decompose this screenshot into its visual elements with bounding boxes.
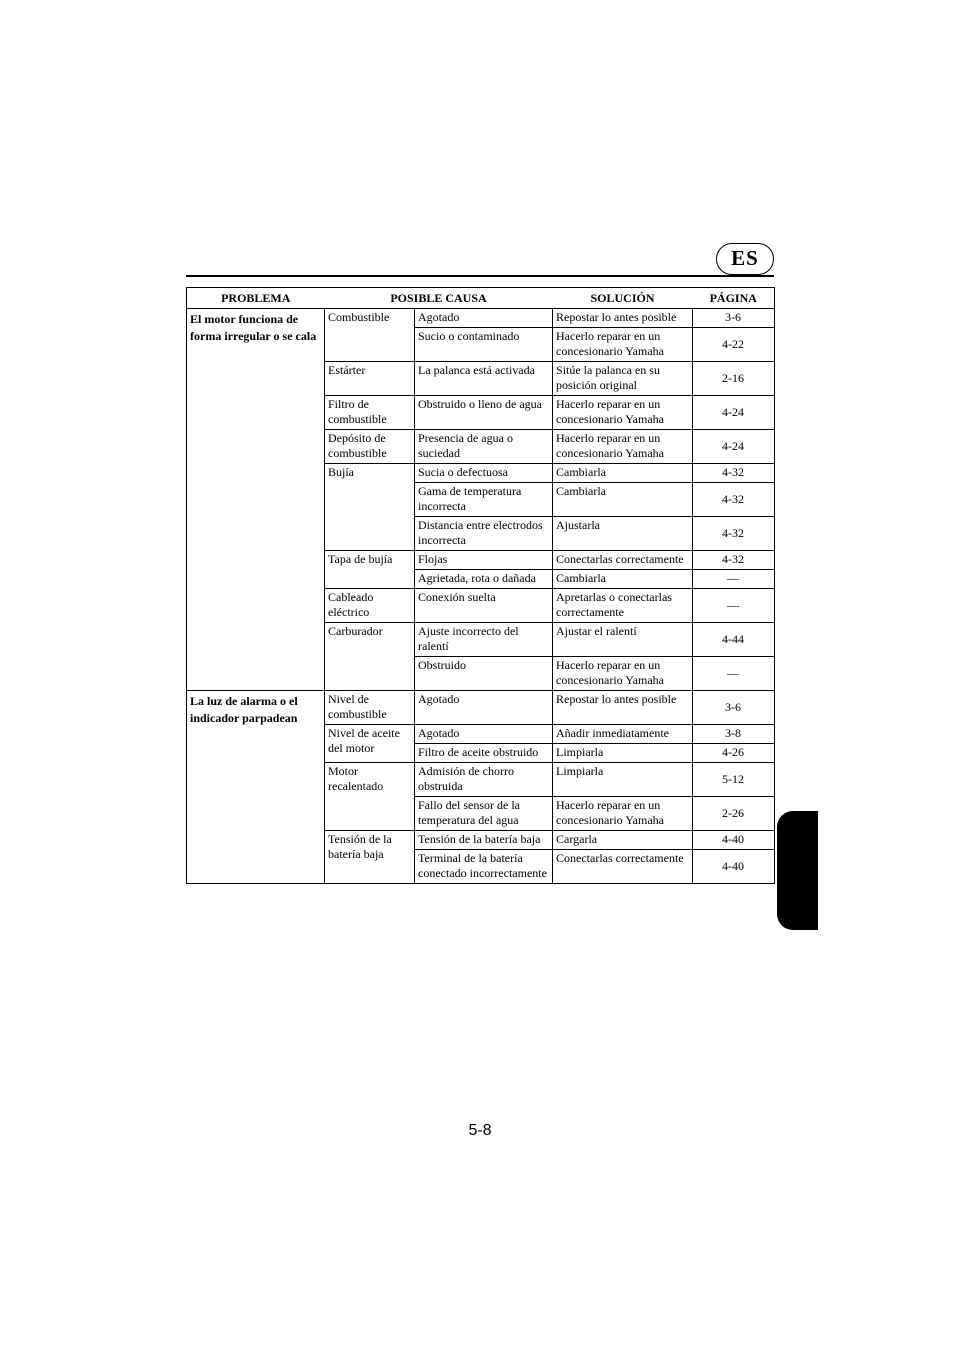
table-header-row xyxy=(187,288,775,309)
header-rule xyxy=(186,275,774,277)
troubleshooting-table xyxy=(186,287,775,884)
cause-detail-cell: Ajuste incorrecto del ralentí xyxy=(415,623,553,657)
cause-detail-cell: Agrietada, rota o dañada xyxy=(415,570,553,589)
cause-detail-cell: La palanca está activada xyxy=(415,362,553,396)
column-header-problem: PROBLEMA xyxy=(187,288,325,309)
solution-cell: Apretarlas o conectarlas correctamente xyxy=(553,589,693,623)
cause-cell: Filtro de combustible xyxy=(325,396,415,430)
page-cell: 3-6 xyxy=(693,309,775,328)
cause-detail-cell: Flojas xyxy=(415,551,553,570)
page-cell: 4-26 xyxy=(693,744,775,763)
page-number: 5-8 xyxy=(468,1122,492,1139)
page-cell: 4-32 xyxy=(693,483,775,517)
cause-detail-cell: Agotado xyxy=(415,725,553,744)
cause-detail-cell: Conexión suelta xyxy=(415,589,553,623)
cause-detail-cell: Terminal de la batería conectado incorrectamente xyxy=(415,850,553,884)
page-cell: 4-24 xyxy=(693,396,775,430)
cause-detail-cell: Sucia o defectuosa xyxy=(415,464,553,483)
page-cell: 2-16 xyxy=(693,362,775,396)
cause-cell: Depósito de combustible xyxy=(325,430,415,464)
solution-cell: Cambiarla xyxy=(553,483,693,517)
cause-detail-cell: Gama de temperatura incorrecta xyxy=(415,483,553,517)
cause-detail-cell: Obstruido o lleno de agua xyxy=(415,396,553,430)
page-cell: 4-24 xyxy=(693,430,775,464)
solution-cell: Hacerlo reparar en un concesionario Yamaha xyxy=(553,396,693,430)
cause-detail-cell: Presencia de agua o suciedad xyxy=(415,430,553,464)
solution-cell: Conectarlas correctamente xyxy=(553,850,693,884)
cause-cell: Nivel de combustible xyxy=(325,691,415,725)
solution-cell: Cambiarla xyxy=(553,464,693,483)
solution-cell: Limpiarla xyxy=(553,763,693,797)
cause-cell: Combustible xyxy=(325,309,415,362)
solution-cell: Cambiarla xyxy=(553,570,693,589)
solution-cell: Hacerlo reparar en un concesionario Yamaha xyxy=(553,657,693,691)
solution-cell: Hacerlo reparar en un concesionario Yamaha xyxy=(553,430,693,464)
page-cell: 4-32 xyxy=(693,517,775,551)
cause-detail-cell: Filtro de aceite obstruido xyxy=(415,744,553,763)
language-badge: ES xyxy=(716,243,774,275)
page-cell: 4-22 xyxy=(693,328,775,362)
page-cell: 4-44 xyxy=(693,623,775,657)
cause-detail-cell: Obstruido xyxy=(415,657,553,691)
cause-detail-cell: Agotado xyxy=(415,691,553,725)
solution-cell: Repostar lo antes posible xyxy=(553,691,693,725)
cause-detail-cell: Tensión de la batería baja xyxy=(415,831,553,850)
page-cell: 2-26 xyxy=(693,797,775,831)
problem-cell: La luz de alarma o el indicador parpadean xyxy=(187,691,325,884)
problem-cell: El motor funciona de forma irregular o se cala xyxy=(187,309,325,691)
page-cell: 3-8 xyxy=(693,725,775,744)
column-header-solution: SOLUCIÓN xyxy=(553,288,693,309)
cause-cell: Nivel de aceite del motor xyxy=(325,725,415,763)
solution-cell: Ajustarla xyxy=(553,517,693,551)
page-cell: 4-32 xyxy=(693,464,775,483)
solution-cell: Ajustar el ralentí xyxy=(553,623,693,657)
page-cell: 4-40 xyxy=(693,850,775,884)
solution-cell: Limpiarla xyxy=(553,744,693,763)
solution-cell: Sitúe la palanca en su posición original xyxy=(553,362,693,396)
page-cell: 4-32 xyxy=(693,551,775,570)
page-cell: 3-6 xyxy=(693,691,775,725)
column-header-page: PÁGINA xyxy=(693,288,775,309)
cause-cell: Motor recalentado xyxy=(325,763,415,831)
cause-cell: Estárter xyxy=(325,362,415,396)
column-header-cause: POSIBLE CAUSA xyxy=(325,288,553,309)
page-cell: — xyxy=(693,570,775,589)
cause-cell: Bujía xyxy=(325,464,415,551)
solution-cell: Conectarlas correctamente xyxy=(553,551,693,570)
cause-detail-cell: Agotado xyxy=(415,309,553,328)
cause-detail-cell: Distancia entre electrodos incorrecta xyxy=(415,517,553,551)
page-cell: 5-12 xyxy=(693,763,775,797)
table-body xyxy=(187,309,775,884)
cause-cell: Carburador xyxy=(325,623,415,691)
cause-detail-cell: Fallo del sensor de la temperatura del agua xyxy=(415,797,553,831)
table-row xyxy=(187,691,775,725)
solution-cell: Añadir inmediatamente xyxy=(553,725,693,744)
page-cell: — xyxy=(693,589,775,623)
solution-cell: Hacerlo reparar en un concesionario Yamaha xyxy=(553,797,693,831)
solution-cell: Repostar lo antes posible xyxy=(553,309,693,328)
cause-cell: Cableado eléctrico xyxy=(325,589,415,623)
section-tab xyxy=(777,811,818,930)
solution-cell: Cargarla xyxy=(553,831,693,850)
cause-detail-cell: Sucio o contaminado xyxy=(415,328,553,362)
cause-cell: Tensión de la batería baja xyxy=(325,831,415,884)
cause-detail-cell: Admisión de chorro obstruida xyxy=(415,763,553,797)
cause-cell: Tapa de bujía xyxy=(325,551,415,589)
table-row xyxy=(187,309,775,328)
solution-cell: Hacerlo reparar en un concesionario Yamaha xyxy=(553,328,693,362)
page-cell: 4-40 xyxy=(693,831,775,850)
page-cell: — xyxy=(693,657,775,691)
